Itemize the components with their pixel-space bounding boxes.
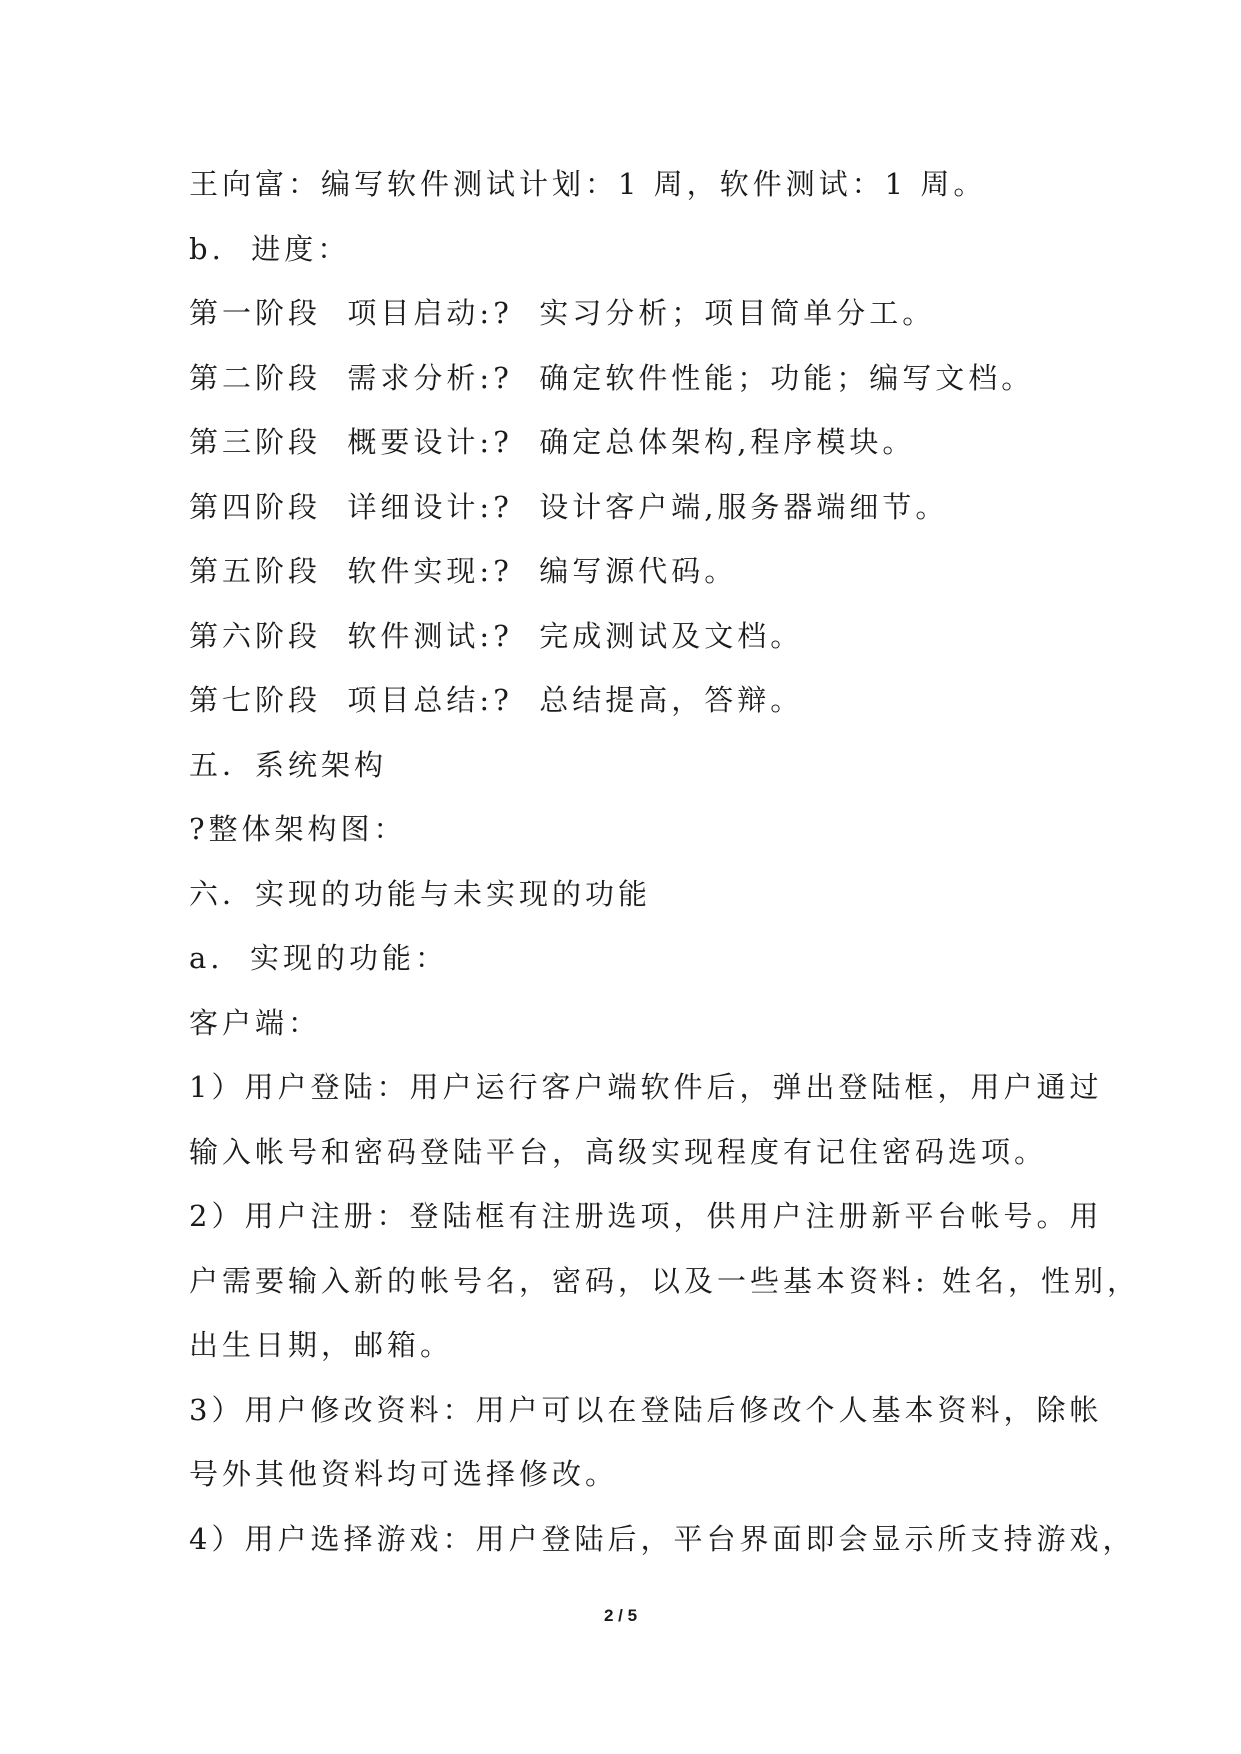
text-line: 户需要输入新的帐号名，密码，以及一些基本资料: 姓名，性别， [189,1263,1140,1298]
section-heading: 五．系统架构 [189,747,388,782]
document-body [189,152,1140,1571]
text-line: 3）用户修改资料：用户可以在登陆后修改个人基本资料，除帐 [189,1392,1103,1427]
text-line: 号外其他资料均可选择修改。 [189,1457,619,1491]
text-line: 4）用户选择游戏：用户登陆后，平台界面即会显示所支持游戏， [189,1521,1136,1556]
text-line: 王向富：编写软件测试计划：1 周，软件测试：1 周。 [189,167,987,201]
text-line: 第五阶段 软件实现:? 编写源代码。 [189,554,738,588]
text-line: 2）用户注册：登陆框有注册选项，供用户注册新平台帐号。用 [189,1199,1103,1233]
text-line: 第四阶段 详细设计:? 设计客户端,服务器端细节。 [189,489,949,524]
page-number: 2 / 5 [603,1606,638,1625]
text-line: 第七阶段 项目总结:? 总结提高，答辩。 [189,683,804,717]
text-line: 客户端： [189,1005,322,1040]
text-line: 1）用户登陆：用户运行客户端软件后，弹出登陆框，用户通过 [189,1070,1103,1104]
text-line: 出生日期，邮箱。 [189,1328,454,1362]
text-line: 输入帐号和密码登陆平台，高级实现程度有记住密码选项。 [189,1134,1048,1169]
section-heading: 六．实现的功能与未实现的功能 [189,876,652,911]
text-line: 第二阶段 需求分析:? 确定软件性能；功能；编写文档。 [189,360,1035,395]
text-line: 第一阶段 项目启动:? 实习分析；项目简单分工。 [189,296,936,330]
text-line: 第三阶段 概要设计:? 确定总体架构,程序模块。 [189,425,916,459]
text-line: b. 进度： [189,231,351,266]
text-line: ?整体架构图： [189,812,407,846]
text-line: 第六阶段 软件测试:? 完成测试及文档。 [189,618,804,653]
text-line: a. 实现的功能： [189,941,448,975]
